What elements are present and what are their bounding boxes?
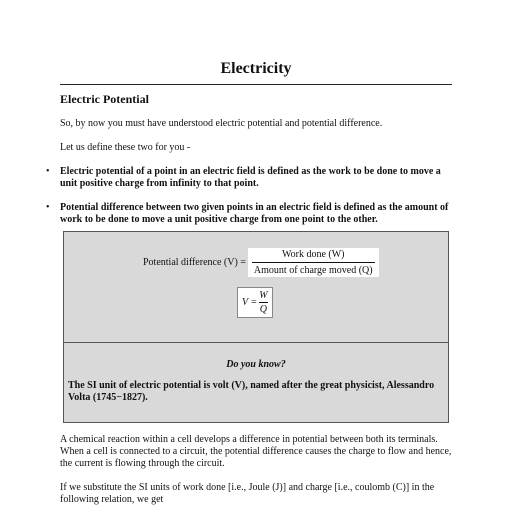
intro-lead-in: Let us define these two for you - xyxy=(60,142,191,153)
short-formula xyxy=(237,287,273,318)
short-formula-numerator: W xyxy=(259,290,268,301)
formula-label: Potential difference (V) = xyxy=(143,257,246,268)
section-heading: Electric Potential xyxy=(60,92,149,106)
did-you-know-heading: Do you know? xyxy=(226,359,286,370)
title-divider xyxy=(60,84,452,85)
definition-list xyxy=(60,166,452,238)
fraction-denominator: Amount of charge moved (Q) xyxy=(253,265,373,276)
formula-box xyxy=(63,231,449,423)
short-fraction-bar xyxy=(259,302,267,303)
intro-paragraph: So, by now you must have understood electric potential and potential difference. xyxy=(60,118,383,129)
page-title: Electricity xyxy=(220,60,292,77)
definition-electric-potential: • Electric potential of a point in an electric field is defined as the work to be done to move a unit positive charge from infinity to that point. xyxy=(60,166,452,190)
formula-row xyxy=(143,248,379,277)
definition-potential-difference: • Potential difference between two given points in an electric field is defined as the amount of work to be done to move a unit positive charge from one point to the other. xyxy=(60,202,452,226)
fraction-bar xyxy=(252,262,375,263)
short-formula-fraction xyxy=(259,290,267,315)
cell-paragraph: A chemical reaction within a cell develops a difference in potential between both its terminals. When a cell is connected to a circuit, the potential difference causes the charge to flow and hence, the current is flowing through the circuit. xyxy=(60,434,452,469)
box-divider xyxy=(64,342,448,343)
formula-fraction xyxy=(248,248,379,277)
fraction-numerator: Work done (W) xyxy=(282,249,345,260)
si-substitution-paragraph: If we substitute the SI units of work done [i.e., Joule (J)] and charge [i.e., coulomb (C)] in the following relation, we get xyxy=(60,482,435,505)
short-formula-lhs: V = xyxy=(242,297,258,308)
si-unit-fact: The SI unit of electric potential is volt (V), named after the great physicist, Alessandro Volta (1745−1827). xyxy=(68,380,435,403)
short-formula-denominator: Q xyxy=(259,304,267,315)
